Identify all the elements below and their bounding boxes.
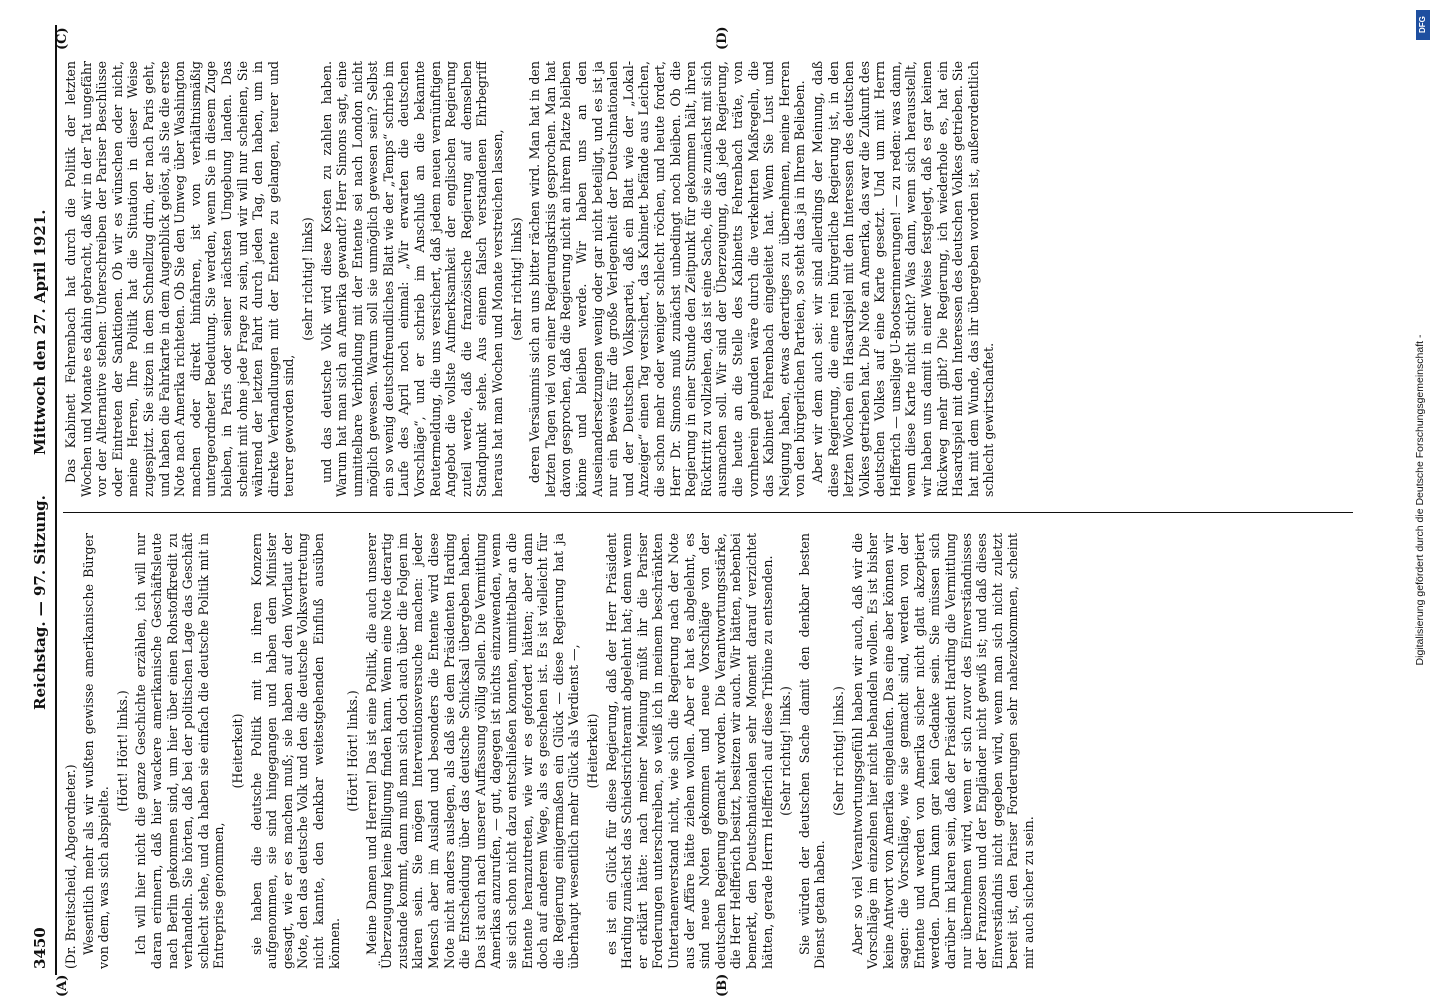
interjection: (Hört! Hört! links.) bbox=[114, 690, 130, 812]
paragraph: deren Versäumnis sich an uns bitter rächen wird. Man hat in den letzten Tagen viel von einer Regierungskrisis gesprochen. Man hat davon gesprochen, daß die Regierung nicht an ihrem Platze bleiben könne und bleiben werde. Wir haben uns an den Auseinandersetzungen wenig oder gar nicht beteiligt, und es ist ja nur ein Beweis für die große Verlegenheit der Deutschnationalen und der Deutschen Volkspartei, daß ein Blatt wie der „Lokal-Anzeiger“ einen Tag versichert, das Kabinett befände aus Leichen, die schon mehr oder weniger schlecht röchen, und heute fordert, Herr Dr. Simons muß zunächst unbedingt noch bleiben. Ob die Regierung in einer Stunde den Zeitpunkt für gekommen hält, ihren Rücktritt zu vollziehen, das ist eine Sache, die sie zunächst mit sich ausmachen soll. Wir sind der Überzeugung, daß jede Regierung, die heute an die Stelle des Kabinetts Fehrenbach träte, von vornherein gebunden wäre durch die verkehrten Maßregeln, die das Kabinett Fehrenbach eingeleitet hat. Wenn Sie Lust und Neigung haben, etwas derartiges zu übernehmen, meine Herren von den bürgerlichen Parteien, so steht das ja in Ihrem Belieben. bbox=[527, 61, 808, 497]
session-title: Reichstag. — 97. Sitzung. bbox=[31, 495, 49, 710]
interjection: (sehr richtig! links) bbox=[508, 217, 524, 341]
margin-mark-a: (A) bbox=[55, 974, 70, 997]
paragraph: sie haben die deutsche Politik mit in ihren Konzern aufgenommen, sie sind hingegangen und haben dem Minister gesagt, wie er es machen muß; sie haben auf den Wortlaut der Note, den das deutsche Volk und den die deutsche Volksvertretung nicht kannte, den denkbar weitestgehenden Einfluß ausüben können. bbox=[248, 533, 342, 969]
paragraph: (Dr. Breitscheid, Abgeordneter.) bbox=[63, 764, 78, 969]
margin-mark-d: (D) bbox=[715, 26, 730, 50]
column-divider bbox=[63, 512, 1353, 513]
right-column bbox=[63, 61, 1353, 497]
paragraph: es ist ein Glück für diese Regierung, daß der Herr Präsident Harding zunächst das Schiedsrichteramt abgelehnt hat; denn wenn er erklärt hätte: nach meiner Meinung müßt ihr die Pariser Forderungen unterschreiben, so weiß ich in meinem beschränkten Untertanenverstand nicht, wie sich die Regierung nach der Note aus der Affäre hätte ziehen wollen. Aber er hat es abgelehnt, es sind neue Noten gekommen und neue Vorschläge von der deutschen Regierung gemacht worden. Die Verantwortungsstärke, die Herr Helfferich besitzt, besitzen wir auch. Wir hätten, nebenbei bemerkt, den Deutschnationalen sehr Moment darauf verzichtet hätten, gerade Herrn Helfferich auf diese Tribüne zu entsenden. bbox=[603, 533, 775, 969]
paragraph: Wesentlich mehr als wir wußten gewisse amerikanische Bürger von dem, was sich abspielte. bbox=[80, 533, 112, 969]
left-column bbox=[63, 533, 1353, 969]
header-rule bbox=[55, 25, 57, 975]
paragraph: Aber so viel Verantwortungsgefühl haben wir auch, daß wir die Vorschläge im einzelnen hier nicht behandeln wollen. Es ist bisher keine Antwort von Amerika eingelaufen. Das eine aber können wir sagen: die Vorschläge, wie sie gemacht sind, werden von der Entente und werden von Amerika sicher nicht glatt akzeptiert werden. Darum kann gar kein Gedanke sein. Sie müssen sich darüber im klaren sein, daß der Präsident Harding die Vermittlung nur übernehmen wird, wenn er sich zuvor des Einverständnisses der Franzosen und der Engländer nicht gewiß ist; und daß dieses Einverständnis nicht gegeben wird, wenn man sich nicht zuletzt bereit ist, den Pariser Forderungen sehr nahezukommen, scheint mir auch sicher zu sein. bbox=[849, 533, 1037, 969]
session-date: Mittwoch den 27. April 1921. bbox=[31, 209, 49, 455]
interjection: (Sehr richtig! links.) bbox=[830, 686, 846, 816]
paragraph: Sie würden der deutschen Sache damit den denkbar besten Dienst getan haben. bbox=[796, 533, 828, 969]
dfg-logo: DFG bbox=[1416, 10, 1430, 40]
interjection: (Hört! Hört! links.) bbox=[345, 690, 361, 812]
paragraph: Ich will hier nicht die ganze Geschichte erzählen, ich will nur daran erinnern, daß hier wackere amerikanische Geschäftsleute nach Berlin gekommen sind, um hier über einen Rohstoffkredit zu verhandeln. Sie hörten, daß bei der politischen Lage das Geschäft schlecht stehe, und da haben sie einfach die deutsche Politik mit in Entreprise genommen, bbox=[133, 533, 227, 969]
paragraph: und das deutsche Volk wird diese Kosten zu zahlen haben. Warum hat man sich an Amerika gewandt? Herr Simons sagt, eine unmittelbare Verbindung mit der Entente sei nach London nicht möglich gewesen. Warum soll sie unmöglich gewesen sein? Selbst ein so wenig deutschfreundliches Blatt wie der „Temps“ schrieb im Laufe des April noch einmal: „Wir erwarten die deutschen Vorschläge“, und er schrieb im Anschluß an die bekannte Reutermeldung, die uns versichert, daß jedem neuen vernünftigen Angebot die vollste Aufmerksamkeit der englischen Regierung zuteil werde, daß die französische Regierung auf demselben Standpunkt stehe. Aus einem falsch verstandenen Ehrbegriff heraus hat man Wochen und Monate verstreichen lassen, bbox=[318, 61, 506, 497]
interjection: (sehr richtig! links) bbox=[299, 217, 315, 341]
digitization-note bbox=[1410, 10, 1430, 990]
margin-mark-c: (C) bbox=[55, 27, 70, 50]
digitization-text: Digitalisierung gefördert durch die Deutsche Forschungsgemeinschaft - bbox=[1414, 334, 1426, 666]
margin-mark-b: (B) bbox=[715, 973, 730, 997]
interjection: (Sehr richtig! links.) bbox=[778, 686, 794, 816]
page-number: 3450 bbox=[31, 927, 49, 969]
interjection: (Heiterkeit) bbox=[585, 713, 600, 789]
interjection: (Heiterkeit) bbox=[229, 713, 245, 789]
rotated-page-content bbox=[25, 25, 1365, 997]
paragraph: Aber wir dem auch sei: wir sind allerdings der Meinung, daß diese Regierung, die eine rein bürgerliche Regierung ist, in den letzten Wochen ein Hasardspiel mit den Interessen des deutschen Volkes getrieben hat. Die Note an Amerika, das war die Zukunft des deutschen Volkes auf eine Karte gesetzt. Und um mit Herrn Helfferich — unselige U-Bootserinnerungen! — zu reden: was dann, wenn diese Karte nicht sticht? Was dann, wenn sich herausstellt, wir haben uns damit in einer Weise festgelegt, daß es gar keinen Rückweg mehr gibt? Die Regierung, ich wiederhole es, hat ein Hasardspiel mit den Interessen des deutschen Volkes getrieben. Sie hat mit dem Wunde, das ihr übergeben worden ist, außerordentlich schlecht gewirtschaftet. bbox=[809, 61, 997, 497]
page-header bbox=[25, 25, 53, 975]
paragraph: Meine Damen und Herren! Das ist eine Politik, die auch unserer Überzeugung keine Billigung finden kann. Wenn eine Note derartig zustande kommt, dann muß man sich doch auch über die Folgen im klaren sein. Sie mögen Interventionsversuche machen: jeder Mensch aber im Ausland und besonders die Entente wird diese Note nicht anders auslegen, als daß sie dem Präsidenten Harding die Entscheidung über das deutsche Schicksal übergeben haben. Das ist auch nach unserer Auffassung völlig sollen. Die Vermittlung Amerikas anzurufen, — gut, dagegen ist nichts einzuwenden, wenn sie sich schon nicht dazu entschließen konnten, unmittelbar an die Entente heranzutreten, wie wir es gefordert hätten; aber dann doch auf anderem Wege, als es geschehen ist. Es ist vielleicht für die Regierung einigermaßen ein Glück — diese Regierung hat ja überhaupt wesentlich mehr Glück als Verdienst —, bbox=[363, 533, 582, 969]
paragraph: Das Kabinett Fehrenbach hat durch die Politik der letzten Wochen und Monate es dahin gebracht, daß wir in der Tat ungefähr vor der Alternative stehen: Unterschreiben der Pariser Beschlüsse oder Eintreten der Sanktionen. Ob wir es wünschen oder nicht, meine Herren, Ihre Politik hat die Situation in dieser Weise zugespitzt. Sie sitzen in dem Schnellzug drin, der nach Paris geht, und haben die Fahrkarte in dem Augenblick gelöst, als Sie die erste Note nach Amerika richteten. Ob Sie den Umweg über Washington machen oder direkt hinfahren, ist von verhältnismäßig untergeordneter Bedeutung. Sie werden, wenn Sie in diesem Zuge bleiben, in Paris oder seiner nächsten Umgebung landen. Das scheint mit ohne jede Frage zu sein, und wir will nur scheinen, Sie während der letzten Fahrt durch jeden Tag, den haben, um in direkte Verhandlungen mit der Entente zu gelangen, teurer und teurer geworden sind, bbox=[63, 61, 297, 497]
